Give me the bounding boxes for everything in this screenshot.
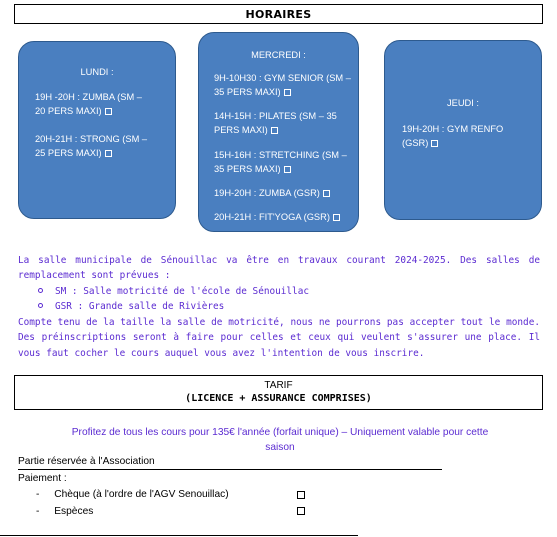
- slot-lundi-strong: 20H-21H : STRONG (SM – 25 PERS MAXI): [35, 134, 148, 158]
- offer-text: Profitez de tous les cours pour 135€ l'année (forfait unique) – Uniquement valable pour cette saison: [71, 427, 489, 453]
- checkbox-jeudi-gym-renfo[interactable]: [431, 140, 438, 147]
- checkbox-lundi-strong[interactable]: [105, 150, 112, 157]
- tarif-title: TARIF: [264, 380, 293, 391]
- bottom-rule: [0, 535, 358, 536]
- slot-jeudi-gym-renfo: 19H-20H : GYM RENFO (GSR): [402, 124, 504, 148]
- notice-outro: Compte tenu de la taille la salle de motricité, nous ne pourrons pas accepter tout le monde. Des préinscriptions seront à faire pour celles et ceux qui veulent s'assurer une place. Il vous faut cocher le cours auquel vous avez l'intention de vous inscrire.: [18, 317, 540, 359]
- dash-bullet: -: [36, 506, 40, 517]
- checkbox-payment-cheque[interactable]: [297, 491, 305, 499]
- checkbox-mercredi-pilates[interactable]: [271, 127, 278, 134]
- payment-option-cheque: - Chèque (à l'ordre de l'AGV Senouillac): [36, 489, 229, 500]
- payment-option-especes: - Espèces: [36, 506, 94, 517]
- slot-mercredi-zumba: 19H-20H : ZUMBA (GSR): [214, 186, 330, 200]
- card-jeudi: [384, 40, 542, 220]
- checkbox-payment-especes[interactable]: [297, 507, 305, 515]
- checkbox-lundi-zumba[interactable]: [105, 108, 112, 115]
- dash-bullet: -: [36, 489, 40, 500]
- notice-bullet-sm: SM : Salle motricité de l'école de Sénouillac: [38, 284, 309, 299]
- bullet-circle-icon: [38, 288, 43, 293]
- bullet-circle-icon: [38, 303, 43, 308]
- day-jeudi: JEUDI :: [446, 98, 480, 108]
- slot-mercredi-gym-senior: 9H-10H30 : GYM SENIOR (SM – 35 PERS MAXI): [214, 73, 351, 97]
- slot-lundi-zumba: 19H -20H : ZUMBA (SM – 20 PERS MAXI): [35, 92, 142, 116]
- day-lundi: LUNDI :: [80, 67, 114, 77]
- checkbox-mercredi-fityoga[interactable]: [333, 214, 340, 221]
- checkbox-mercredi-zumba[interactable]: [323, 190, 330, 197]
- checkbox-mercredi-gym-senior[interactable]: [284, 89, 291, 96]
- card-mercredi: [198, 32, 359, 232]
- slot-mercredi-fityoga: 20H-21H : FIT'YOGA (GSR): [214, 210, 340, 224]
- tarif-box: [14, 375, 543, 410]
- tarif-subtitle: (LICENCE + ASSURANCE COMPRISES): [185, 393, 372, 404]
- payment-label: Paiement :: [18, 473, 67, 484]
- checkbox-mercredi-stretching[interactable]: [284, 166, 291, 173]
- day-mercredi: MERCREDI :: [251, 50, 306, 60]
- horaires-title: HORAIRES: [14, 4, 543, 24]
- slot-mercredi-stretching: 15H-16H : STRETCHING (SM – 35 PERS MAXI): [214, 150, 347, 174]
- notice-intro: La salle municipale de Sénouillac va être en travaux courant 2024-2025. Des salles de remplacement sont prévues :: [18, 255, 540, 282]
- association-label: Partie réservée à l'Association: [18, 455, 442, 470]
- slot-mercredi-pilates: 14H-15H : PILATES (SM – 35 PERS MAXI): [214, 111, 337, 135]
- notice-bullet-gsr: GSR : Grande salle de Rivières: [38, 299, 224, 314]
- card-lundi: [18, 41, 176, 219]
